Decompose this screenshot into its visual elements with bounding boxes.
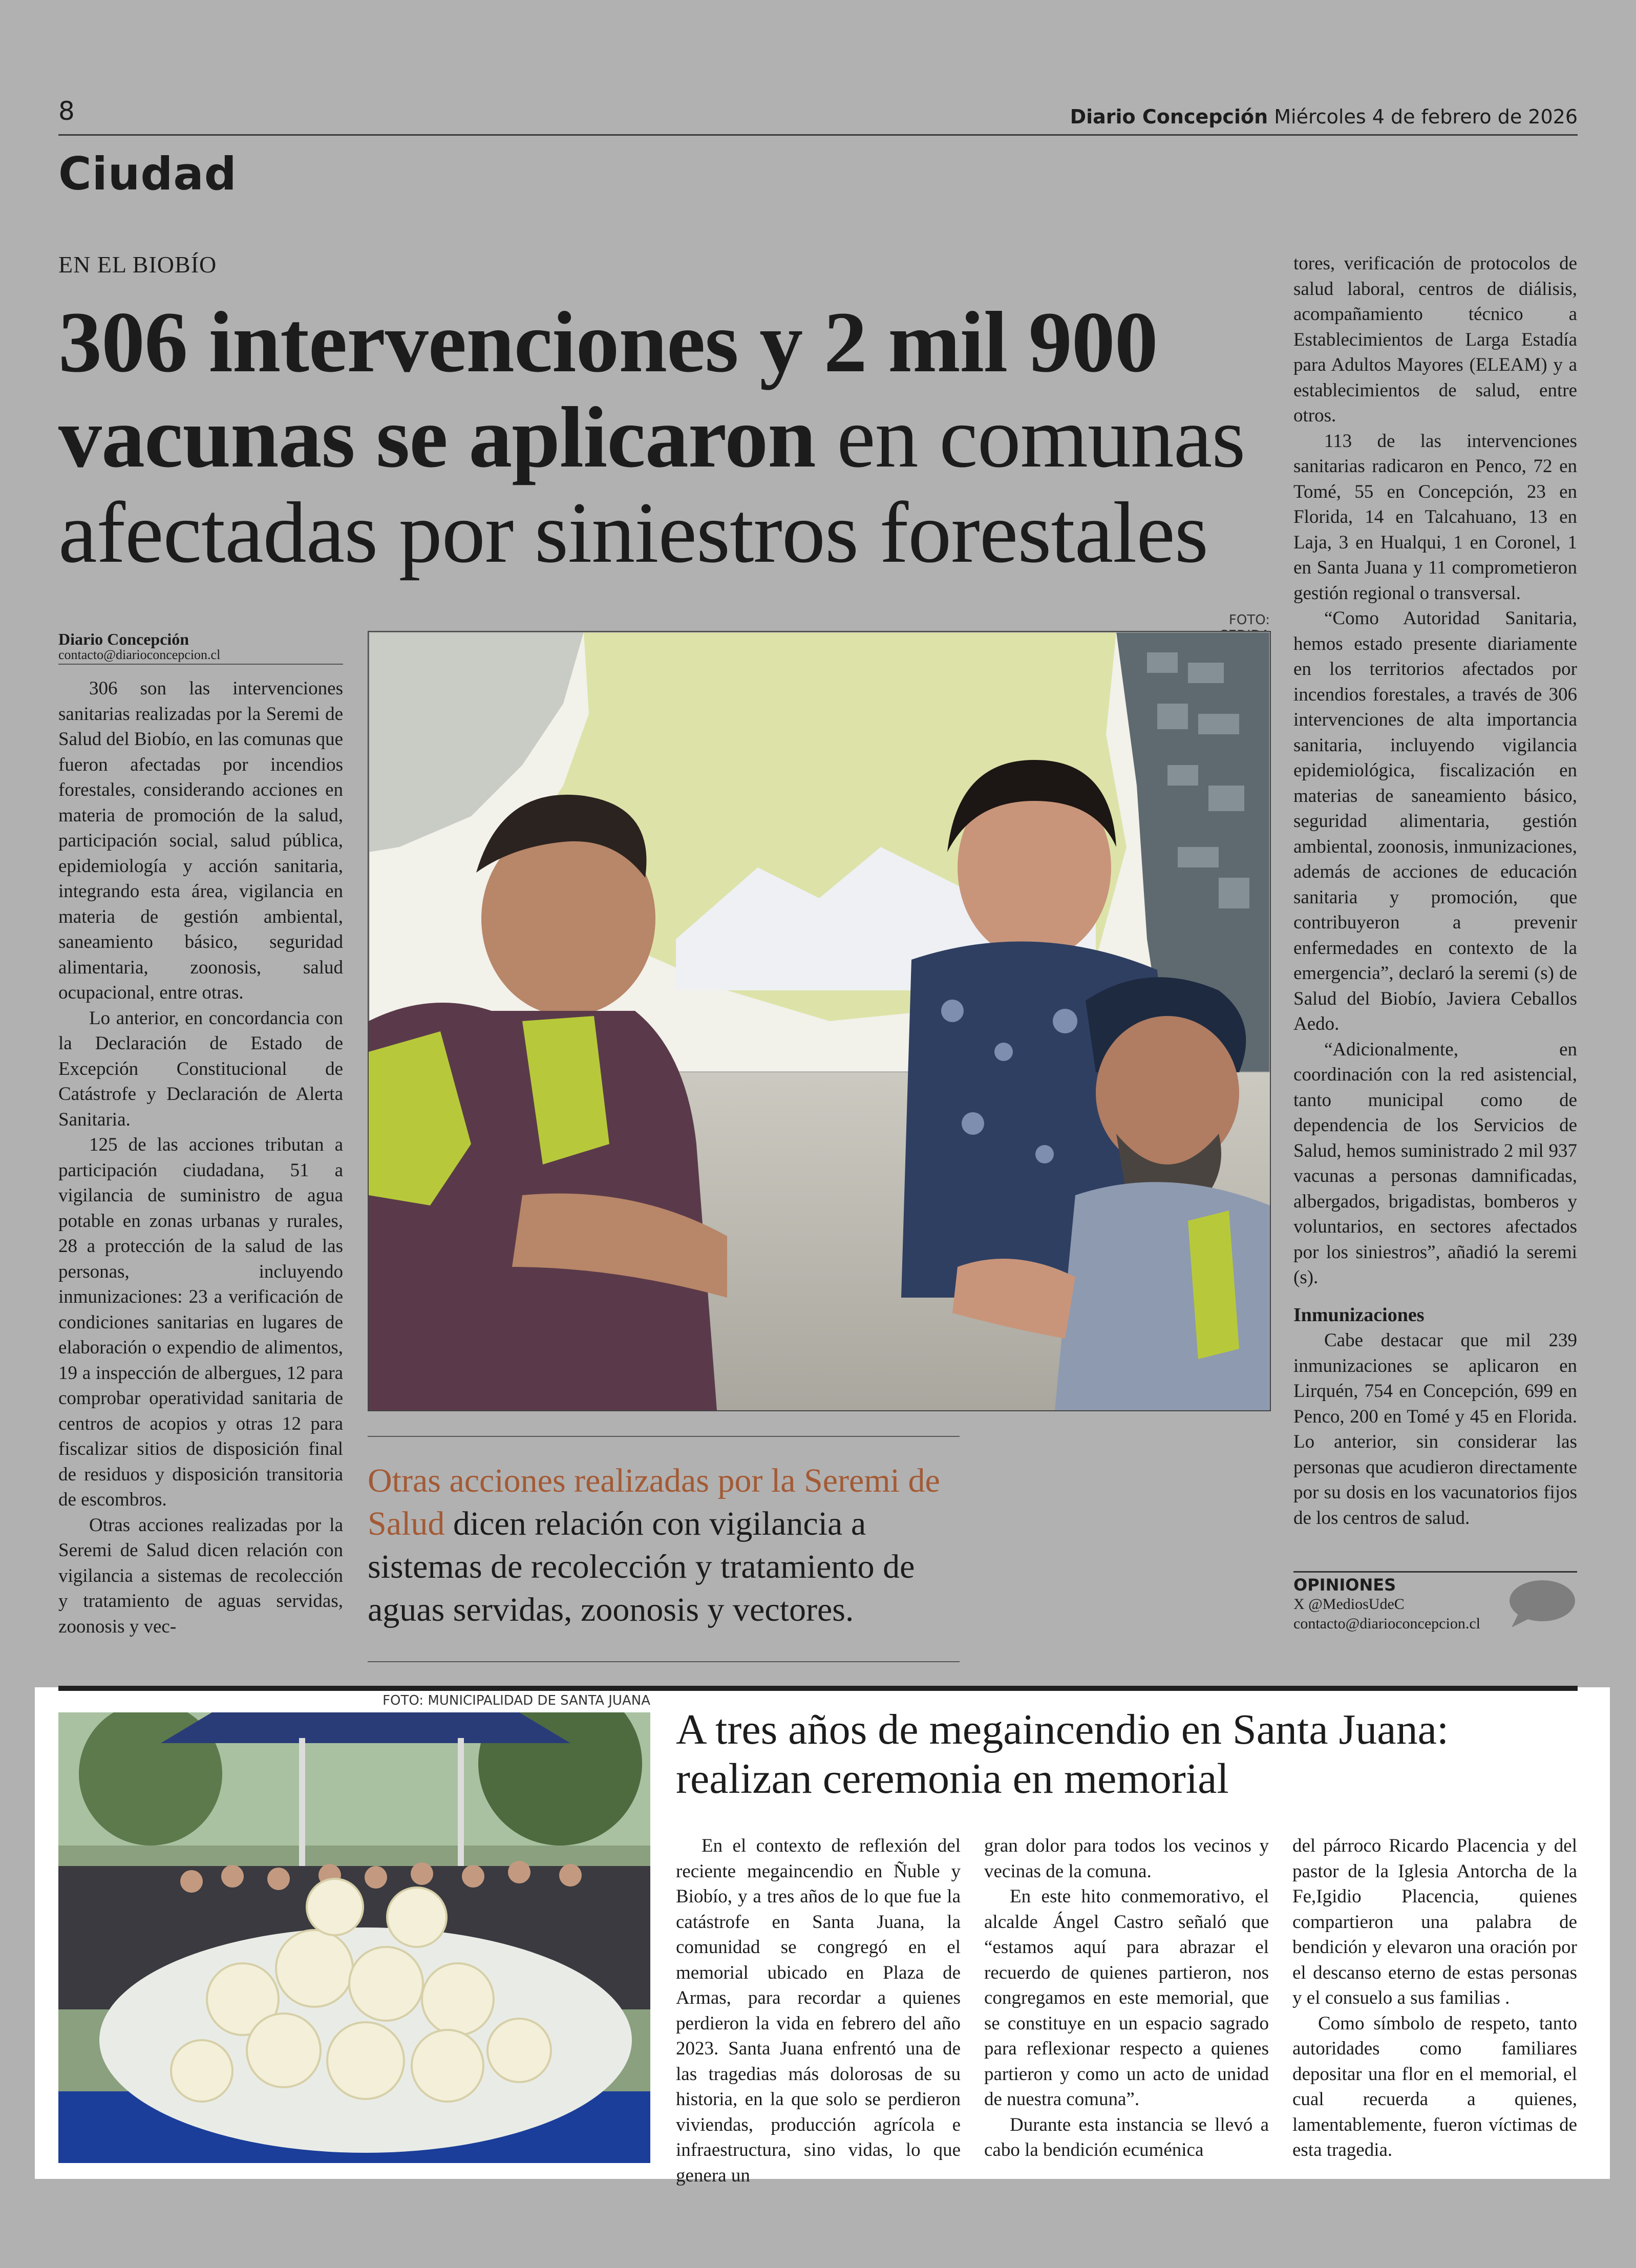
byline-name: Diario Concepción — [58, 630, 189, 648]
opinions-x-handle: X @MediosUdeC — [1293, 1596, 1405, 1613]
paragraph: “Adicionalmente, en coordinación con la red asistencial, tanto municipal como de dependencia de los Servicios de Salud, hemos suministrado 2 mil 937 vacunas a personas damnificadas, albergados, brigadistas, bomberos y voluntarios, en sectores afectados por los siniestros”, añadió la seremi (s). — [1293, 1038, 1577, 1288]
byline-email: contacto@diarioconcepcion.cl — [58, 647, 221, 662]
bottom-article-rule — [58, 1686, 1578, 1691]
article-headline — [58, 294, 1298, 580]
opinions-divider — [1293, 1571, 1577, 1573]
paragraph: 125 de las acciones tributan a participación ciudadana, 51 a vigilancia de suministro de agua potable en zonas urbanas y rurales, 28 a protección de la salud de las personas, incluyendo inmunizaciones: 23 a verificación de condiciones sanitarias en lugares de elaboración o expendio de alimentos, 19 a inspección de albergues, 12 para comprobar operatividad sanitaria de centros de acopios y otras 12 para fiscalizar sitios de disposición final de residuos y disposición transitoria de escombros. — [58, 1134, 343, 1510]
headline-bold: 306 intervenciones y 2 mil 900 vacunas se aplicaron — [58, 294, 1158, 485]
paragraph: 113 de las intervenciones sanitarias radicaron en Penco, 72 en Tomé, 55 en Concepción, 23 en Florida, 14 en Talcahuano, 13 en Laja, 3 en Hualqui, 1 en Coronel, 1 en Santa Juana y 11 comprometieron gestión regional o transversal. — [1293, 430, 1577, 604]
bottom-photo-credit: FOTO: MUNICIPALIDAD DE SANTA JUANA — [383, 1693, 650, 1708]
paragraph: Como símbolo de respeto, tanto autoridades como familiares depositar una flor en el memorial, el cual recuerda a quienes, lamentablemente, fueron víctimas de esta tragedia. — [1292, 2012, 1577, 2160]
paragraph: Durante esta instancia se llevó a cabo la bendición ecuménica — [984, 2114, 1269, 2160]
opinions-email: contacto@diarioconcepcion.cl — [1293, 1615, 1480, 1632]
page-number: 8 — [58, 96, 75, 126]
paragraph: En el contexto de reflexión del reciente megaincendio en Ñuble y Biobío, y a tres años de lo que fue la catástrofe en Santa Juana, la comunidad se congregó en el memorial ubicado en Plaza de Armas, para recordar a quienes perdieron la vida en febrero del año 2023. Santa Juana enfrentó una de las tragedias más dolorosas de su historia, en la que solo se perdieron viviendas, producción agrícola e infraestructura, sino vidas, lo que genera un — [676, 1835, 961, 2186]
headline-regular: en comunas afectadas por siniestros forestales — [58, 389, 1245, 581]
pull-quote-top-rule — [368, 1436, 960, 1437]
subheading: Inmunizaciones — [1293, 1304, 1425, 1326]
bottom-article-column-2 — [984, 1833, 1269, 2163]
bottom-article-column-1 — [676, 1833, 961, 2188]
article-kicker: EN EL BIOBÍO — [58, 251, 217, 278]
paragraph: tores, verificación de protocolos de salud laboral, centros de diálisis, acompañamiento técnico a Establecimientos de Larga Estadía para Adultos Mayores (ELEAM) y a establecimientos de salud, entre otros. — [1293, 253, 1577, 426]
paragraph: Lo anterior, en concordancia con la Declaración de Estado de Excepción Constitucional de Catástrofe y Declaración de Alerta Sanitaria. — [58, 1007, 343, 1130]
speech-bubble-icon — [1504, 1578, 1576, 1629]
byline-divider — [58, 664, 343, 665]
paragraph: Cabe destacar que mil 239 inmunizaciones se aplicaron en Lirquén, 754 en Concepción, 699 en Penco, 200 en Tomé y 45 en Florida. Lo anterior, sin considerar las personas que acudieron directamente por su dosis en los vacunatorios fijos de los centros de salud. — [1293, 1330, 1577, 1529]
opinions-label: OPINIONES — [1293, 1575, 1396, 1595]
paragraph: gran dolor para todos los vecinos y vecinas de la comuna. — [984, 1835, 1269, 1882]
pull-quote-bottom-rule — [368, 1661, 960, 1662]
memorial-photo-illustration — [58, 1712, 650, 2163]
paragraph: del párroco Ricardo Placencia y del pastor de la Iglesia Antorcha de la Fe,Igidio Placencia, quienes compartieron una palabra de bendición y elevaron una oración por el descanso eterno de estas personas y el consuelo a sus familias . — [1292, 1835, 1577, 2008]
article-column-right — [1293, 251, 1577, 1531]
header-divider — [58, 134, 1578, 136]
meeting-photo-illustration — [369, 632, 1270, 1410]
paragraph: En este hito conmemorativo, el alcalde Ángel Castro señaló que “estamos aquí para abrazar el recuerdo de quienes partieron, nos congregamos en este memorial, que se constituye en un espacio sagrado para reflexionar respecto a quienes partieron y como un acto de unidad de nuestra comuna”. — [984, 1886, 1269, 2110]
main-article-photo — [368, 631, 1271, 1411]
pull-quote — [368, 1459, 962, 1631]
masthead — [1070, 105, 1578, 128]
section-title: Ciudad — [58, 147, 237, 200]
article-column-left — [58, 676, 343, 1639]
issue-date: Miércoles 4 de febrero de 2026 — [1274, 105, 1578, 128]
paragraph: “Como Autoridad Sanitaria, hemos estado presente diariamente en los territorios afectados por incendios forestales, a través de 306 intervenciones de alta importancia sanitaria, incluyendo vigilancia epidemiológica, fiscalización en materias de saneamiento básico, seguridad alimentaria, gestión ambiental, zoonosis, inmunizaciones, además de acciones de educación sanitaria y promoción, que contribuyeron a prevenir enfermedades en contexto de la emergencia”, declaró la seremi (s) de Salud del Biobío, Javiera Ceballos Aedo. — [1293, 608, 1577, 1034]
bottom-article-photo — [58, 1712, 650, 2163]
photo-credit: FOTO: — [1228, 612, 1270, 628]
pull-quote-accent: Otras acciones realizadas por la Seremi de Salud — [368, 1462, 940, 1542]
bottom-article-column-3 — [1292, 1833, 1577, 2163]
pull-quote-text: dicen relación con vigilancia a sistemas de recolección y tratamiento de aguas servidas, zoonosis y vectores. — [368, 1505, 915, 1628]
paragraph: 306 son las intervenciones sanitarias realizadas por la Seremi de Salud del Biobío, en las comunas que fueron afectadas por incendios forestales, considerando acciones en materia de promoción de la salud, participación social, salud pública, epidemiología y acción sanitaria, integrando esta área, vigilancia en materia de gestión ambiental, saneamiento básico, seguridad alimentaria, zoonosis, salud ocupacional, entre otras. — [58, 678, 343, 1003]
paragraph: Otras acciones realizadas por la Seremi de Salud dicen relación con vigilancia a sistemas de recolección y tratamiento de aguas servidas, zoonosis y vec- — [58, 1514, 343, 1637]
bottom-article-headline: A tres años de megaincendio en Santa Juana: realizan ceremonia en memorial — [676, 1706, 1449, 1803]
publication-name: Diario Concepción — [1070, 105, 1268, 128]
